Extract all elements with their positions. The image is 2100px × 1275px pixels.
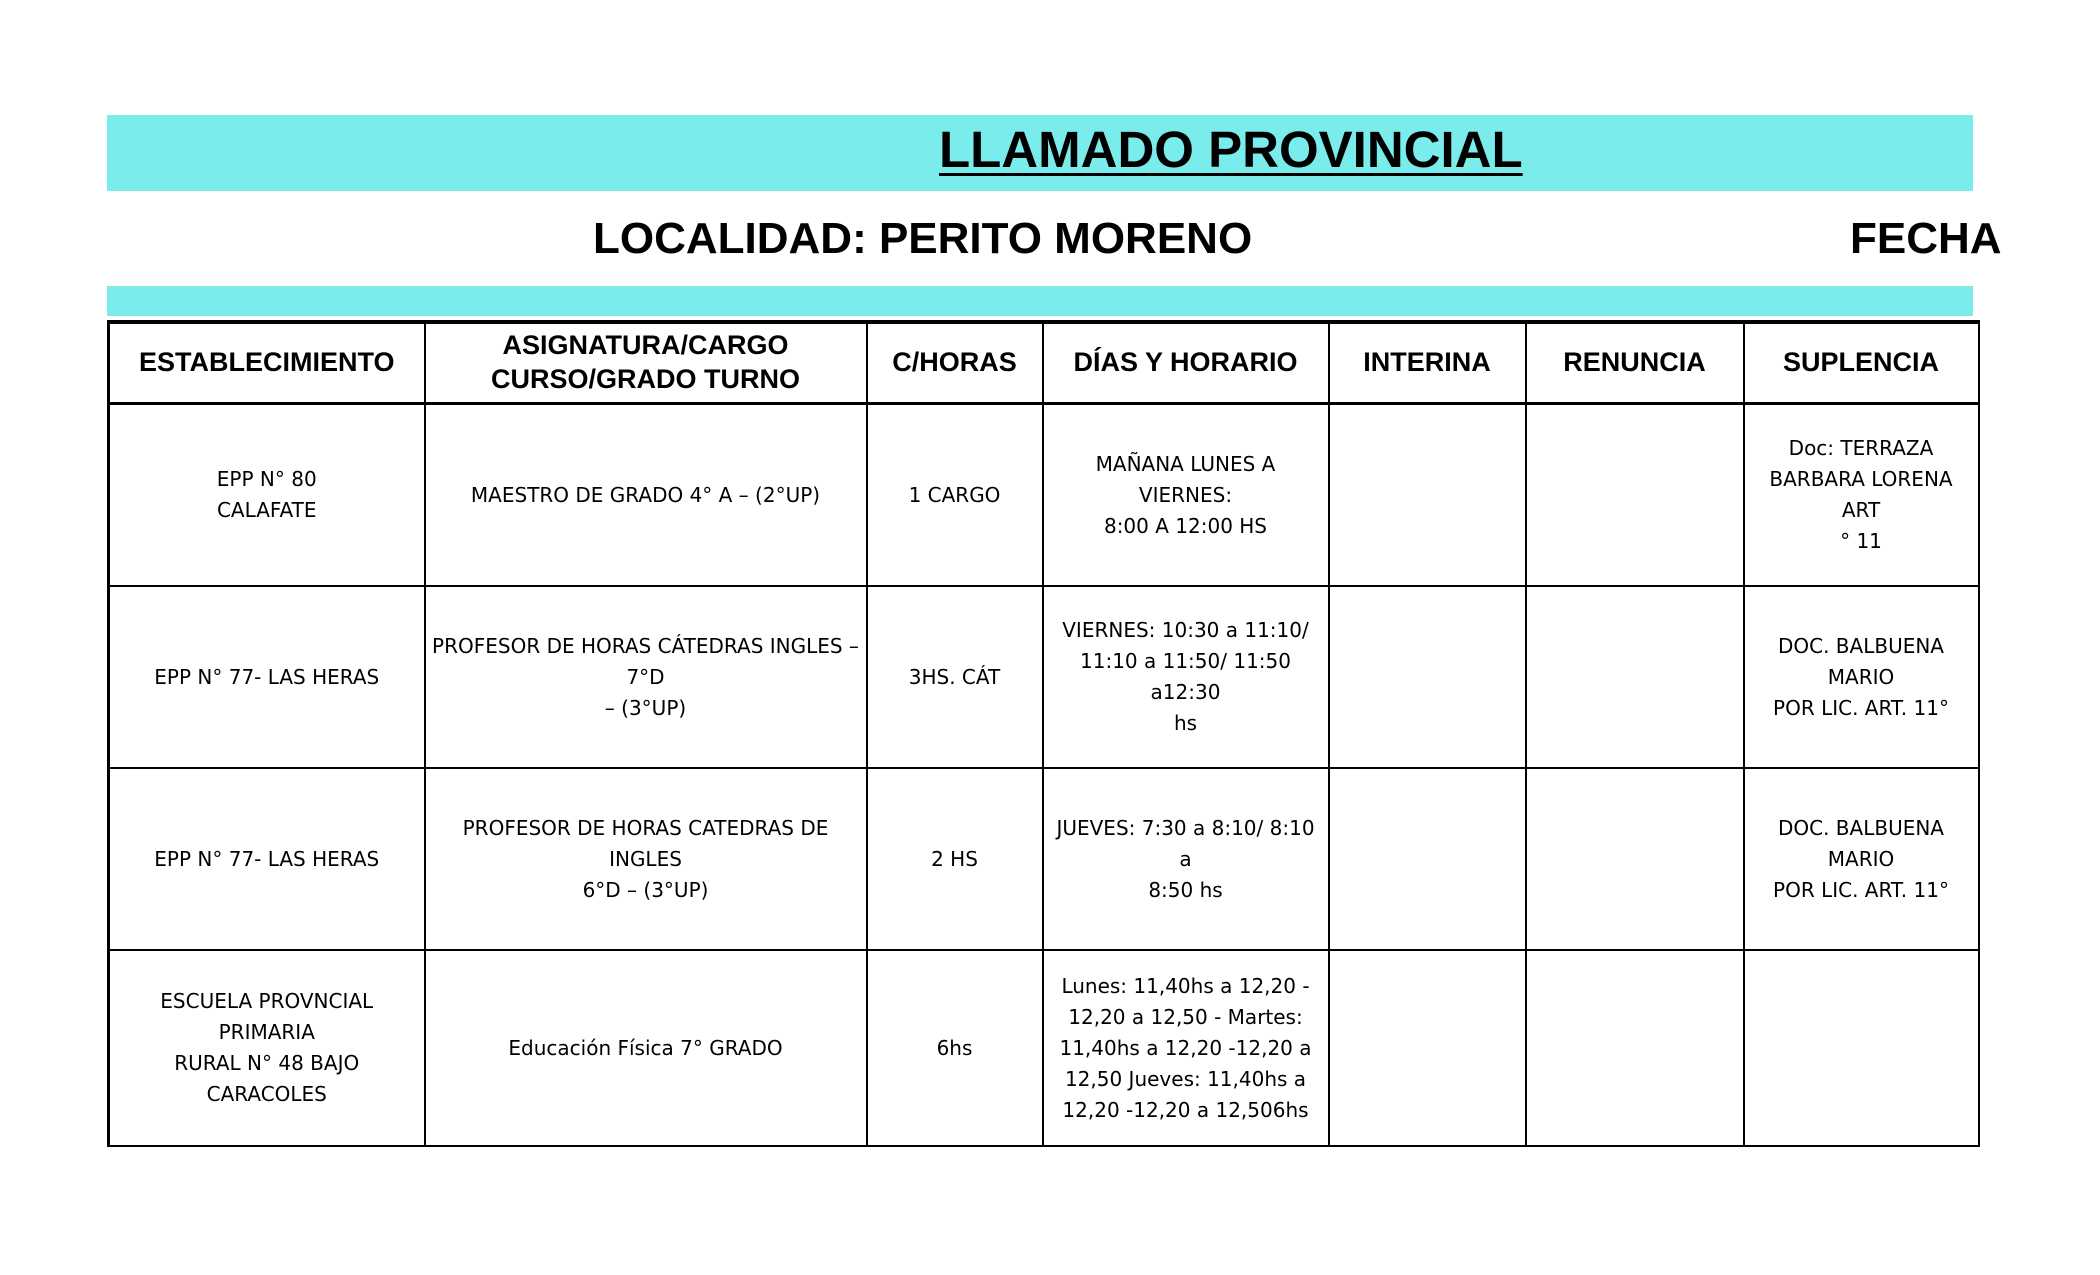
cell-renuncia [1526, 950, 1744, 1146]
cell-horario: JUEVES: 7:30 a 8:10/ 8:10 a 8:50 hs [1043, 768, 1329, 950]
table-header-row [109, 322, 1979, 404]
cell-asignatura: MAESTRO DE GRADO 4° A – (2°UP) [425, 404, 867, 587]
column-header-asignatura: ASIGNATURA/CARGO CURSO/GRADO TURNO [425, 322, 867, 404]
cell-establecimiento: EPP N° 77- LAS HERAS [109, 586, 425, 768]
table-row [109, 950, 1979, 1146]
cell-horas: 2 HS [867, 768, 1043, 950]
cell-asignatura: Educación Física 7° GRADO [425, 950, 867, 1146]
cell-horas: 6hs [867, 950, 1043, 1146]
cell-establecimiento: EPP N° 80 CALAFATE [109, 404, 425, 587]
cell-horas: 3HS. CÁT [867, 586, 1043, 768]
sheet-area [107, 115, 2002, 1145]
page-title: LLAMADO PROVINCIAL [939, 121, 1523, 178]
cell-renuncia [1526, 586, 1744, 768]
table-row [109, 586, 1979, 768]
localidad-heading: LOCALIDAD: PERITO MORENO [593, 214, 1253, 263]
cell-asignatura: PROFESOR DE HORAS CATEDRAS DE INGLES 6°D – (3°UP) [425, 768, 867, 950]
cell-suplencia [1744, 950, 1979, 1146]
column-header-suplencia: SUPLENCIA [1744, 322, 1979, 404]
cell-suplencia: Doc: TERRAZA BARBARA LORENA ART ° 11 [1744, 404, 1979, 587]
cell-renuncia [1526, 404, 1744, 587]
cell-renuncia [1526, 768, 1744, 950]
cell-establecimiento: ESCUELA PROVNCIAL PRIMARIA RURAL N° 48 BAJO CARACOLES [109, 950, 425, 1146]
column-header-renuncia: RENUNCIA [1526, 322, 1744, 404]
table-row [109, 768, 1979, 950]
cell-horario: MAÑANA LUNES A VIERNES: 8:00 A 12:00 HS [1043, 404, 1329, 587]
cell-asignatura: PROFESOR DE HORAS CÁTEDRAS INGLES –7°D – (3°UP) [425, 586, 867, 768]
cell-establecimiento: EPP N° 77- LAS HERAS [109, 768, 425, 950]
positions-table [107, 320, 1980, 1147]
fecha-heading: FECHA [1850, 214, 2002, 263]
cell-interina [1329, 768, 1526, 950]
separator-band [107, 286, 1973, 316]
cell-interina [1329, 950, 1526, 1146]
column-header-interina: INTERINA [1329, 322, 1526, 404]
cell-suplencia: DOC. BALBUENA MARIO POR LIC. ART. 11° [1744, 586, 1979, 768]
table-row [109, 404, 1979, 587]
column-header-establecimiento: ESTABLECIMIENTO [109, 322, 425, 404]
column-header-horario: DÍAS Y HORARIO [1043, 322, 1329, 404]
cell-suplencia: DOC. BALBUENA MARIO POR LIC. ART. 11° [1744, 768, 1979, 950]
cell-horario: VIERNES: 10:30 a 11:10/ 11:10 a 11:50/ 11:50 a12:30 hs [1043, 586, 1329, 768]
cell-horas: 1 CARGO [867, 404, 1043, 587]
column-header-horas: C/HORAS [867, 322, 1043, 404]
cell-interina [1329, 586, 1526, 768]
cell-interina [1329, 404, 1526, 587]
cell-horario: Lunes: 11,40hs a 12,20 - 12,20 a 12,50 - Martes: 11,40hs a 12,20 -12,20 a 12,50 Jueves: 11,40hs a 12,20 -12,20 a 12,506hs [1043, 950, 1329, 1146]
